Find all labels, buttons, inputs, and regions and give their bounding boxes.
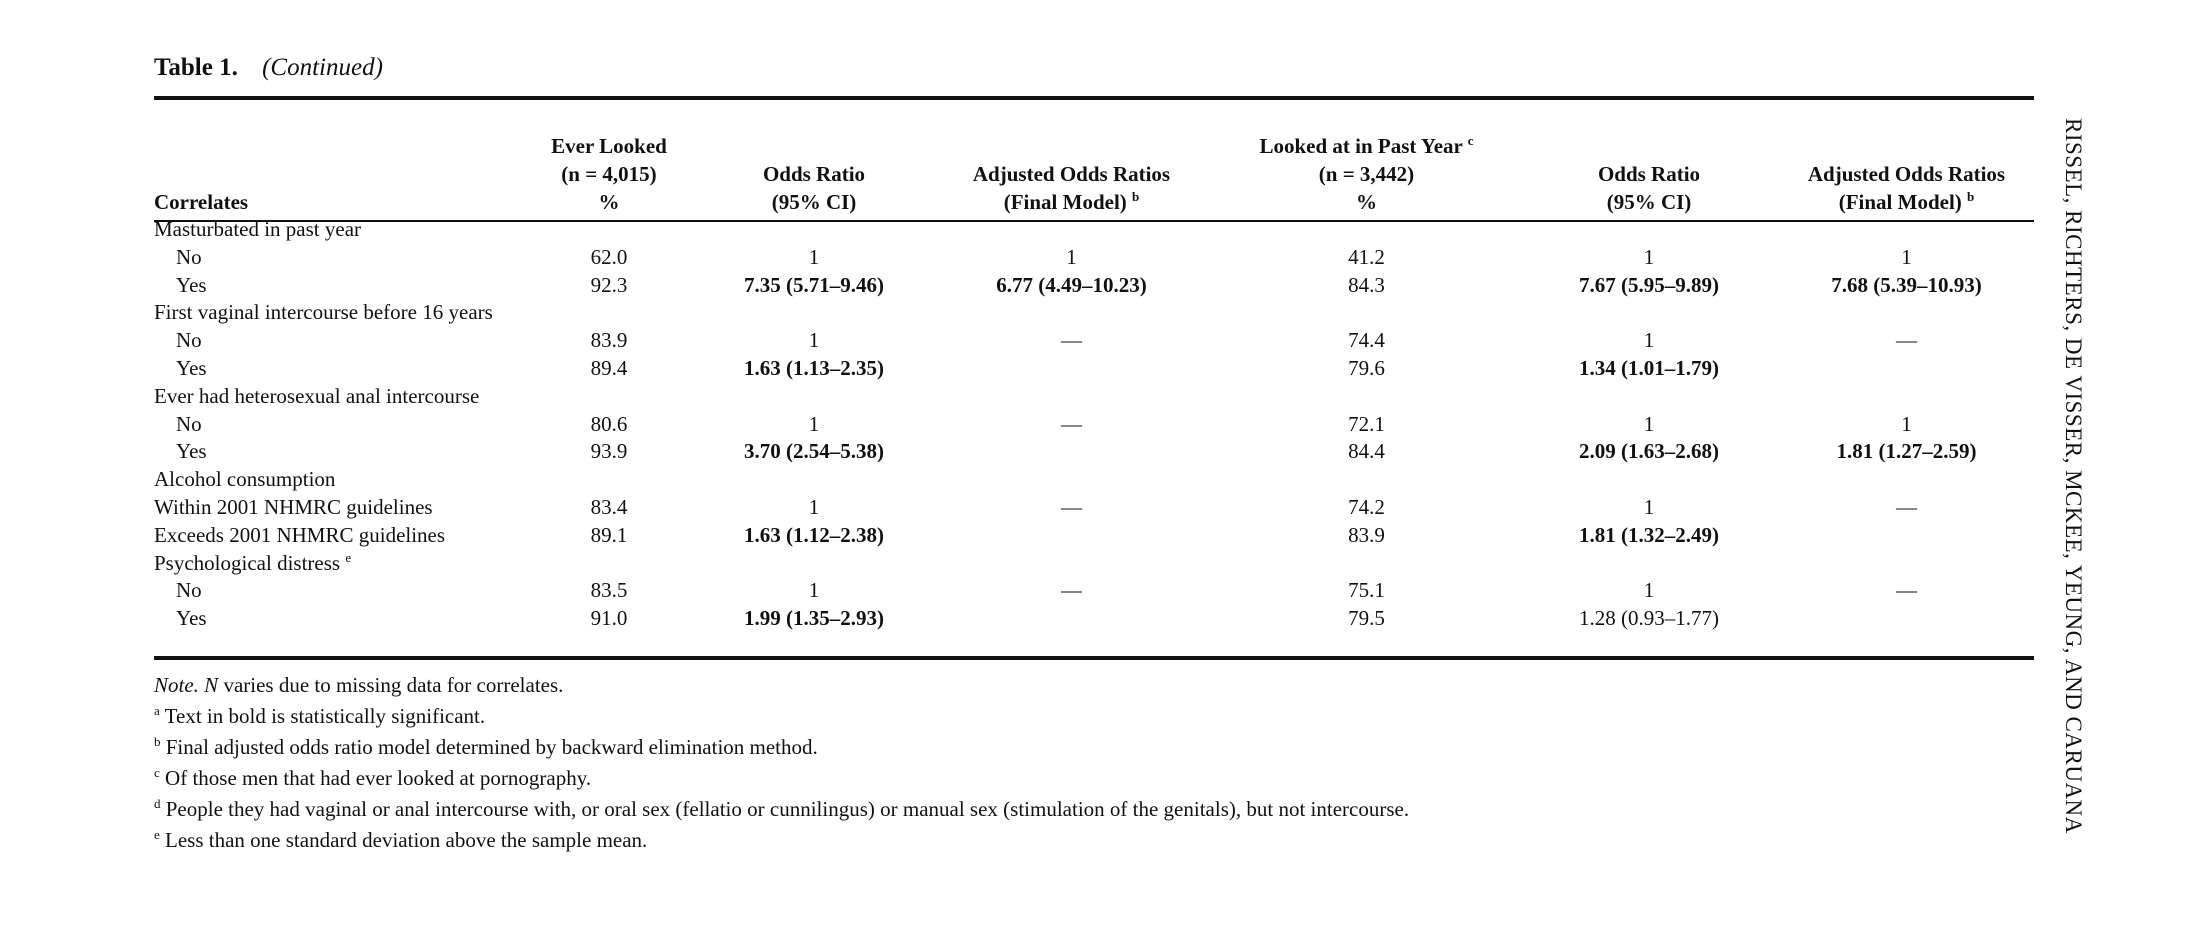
cell-c1: 93.9 xyxy=(590,439,628,464)
note-e: $^e$ Less than one standard deviation above the sample mean. xyxy=(154,827,648,852)
cell-c2 xyxy=(699,466,929,494)
group-row xyxy=(154,299,2034,327)
cell-c1: 91.0 xyxy=(590,606,628,631)
cell-c4: 74.2 xyxy=(1348,494,1385,519)
cell-c3: 1 xyxy=(1066,244,1077,269)
cell-c4: 83.9 xyxy=(1348,522,1385,547)
cell-c6 xyxy=(1779,522,2034,550)
table-row xyxy=(154,244,2034,272)
header-adjusted-odds-2: Adjusted Odds Ratios (Final Model) $^b$ xyxy=(1807,162,2006,214)
table-notes xyxy=(154,670,1409,856)
table-row xyxy=(154,411,2034,439)
cell-c2: 1 xyxy=(808,494,820,519)
cell-c6: 1 xyxy=(1901,411,1912,436)
cell-c1 xyxy=(519,299,699,327)
header-odds-ratio-1: Odds Ratio (95% CI) xyxy=(762,162,866,214)
top-rule xyxy=(154,96,2034,100)
cell-c5 xyxy=(1519,383,1779,411)
cell-c1: 89.1 xyxy=(590,522,628,547)
cell-c2 xyxy=(699,550,929,578)
cell-c3: 6.77 (4.49–10.23) xyxy=(996,272,1147,297)
row-label: Exceeds 2001 NHMRC guidelines xyxy=(154,522,446,547)
group-label: Alcohol consumption xyxy=(154,467,336,492)
cell-c5: 2.09 (1.63–2.68) xyxy=(1579,439,1719,464)
row-label: Yes xyxy=(176,606,207,631)
table-row xyxy=(154,577,2034,605)
cell-c1: 89.4 xyxy=(590,355,628,380)
cell-c2 xyxy=(699,383,929,411)
cell-c2: 1 xyxy=(808,411,820,436)
row-label: No xyxy=(176,244,202,269)
cell-c1: 92.3 xyxy=(590,272,628,297)
cell-c5: 1.34 (1.01–1.79) xyxy=(1579,355,1719,380)
cell-c4: 79.5 xyxy=(1348,606,1385,631)
cell-c5: 1 xyxy=(1643,328,1655,353)
cell-c5: 1.28 (0.93–1.77) xyxy=(1579,606,1719,631)
group-label: Masturbated in past year xyxy=(154,217,362,241)
table-label: Table 1. xyxy=(154,54,238,81)
table-row xyxy=(154,272,2034,300)
cell-c6: — xyxy=(1896,578,1917,603)
cell-c1 xyxy=(519,550,699,578)
cell-c2: 7.35 (5.71–9.46) xyxy=(744,272,884,297)
row-label: Yes xyxy=(176,355,207,380)
cell-c5 xyxy=(1519,550,1779,578)
cell-c1 xyxy=(519,383,699,411)
cell-c4: 79.6 xyxy=(1348,355,1385,380)
cell-c6 xyxy=(1779,550,2034,578)
cell-c6: — xyxy=(1896,328,1917,353)
cell-c5: 1 xyxy=(1643,578,1655,603)
cell-c2 xyxy=(699,216,929,244)
cell-c5: 1.81 (1.32–2.49) xyxy=(1579,522,1719,547)
header-row xyxy=(154,120,2034,216)
header-odds-ratio-2: Odds Ratio (95% CI) xyxy=(1597,162,1701,214)
table-row xyxy=(154,438,2034,466)
cell-c5: 1 xyxy=(1643,494,1655,519)
cell-c4: 75.1 xyxy=(1348,578,1385,603)
cell-c4 xyxy=(1214,383,1519,411)
row-label: Within 2001 NHMRC guidelines xyxy=(154,494,433,519)
cell-c1: 62.0 xyxy=(590,244,628,269)
table-row xyxy=(154,522,2034,550)
cell-c2: 1.63 (1.12–2.38) xyxy=(744,522,884,547)
table-body xyxy=(154,216,2034,633)
bottom-rule xyxy=(154,656,2034,660)
cell-c3 xyxy=(929,299,1214,327)
cell-c5: 1 xyxy=(1643,244,1655,269)
cell-c3 xyxy=(929,466,1214,494)
header-correlates: Correlates xyxy=(154,190,249,214)
cell-c3 xyxy=(929,216,1214,244)
header-ever-looked: Ever Looked (n = 4,015) % xyxy=(551,134,667,214)
cell-c5 xyxy=(1519,466,1779,494)
cell-c4: 74.4 xyxy=(1348,328,1385,353)
cell-c4: 72.1 xyxy=(1348,411,1385,436)
header-past-year: Looked at in Past Year $^c$ (n = 3,442) % xyxy=(1259,133,1474,214)
group-label: Ever had heterosexual anal intercourse xyxy=(154,383,480,408)
table-row xyxy=(154,494,2034,522)
cell-c5: 7.67 (5.95–9.89) xyxy=(1579,272,1719,297)
cell-c1 xyxy=(519,216,699,244)
cell-c6 xyxy=(1779,383,2034,411)
continued-label: (Continued) xyxy=(262,54,383,81)
cell-c3 xyxy=(929,522,1214,550)
running-head: RISSEL, RICHTERS, DE VISSER, MCKEE, YEUNG, AND CARUANA xyxy=(2061,118,2086,834)
row-label: Yes xyxy=(176,272,207,297)
group-row xyxy=(154,216,2034,244)
group-label: First vaginal intercourse before 16 years xyxy=(154,300,493,325)
note-general: Note. N varies due to missing data for correlates. xyxy=(154,673,564,697)
note-c: $^c$ Of those men that had ever looked at pornography. xyxy=(154,765,592,790)
cell-c5 xyxy=(1519,299,1779,327)
group-row xyxy=(154,466,2034,494)
cell-c3 xyxy=(929,550,1214,578)
group-label: Psychological distress $^e$ xyxy=(154,549,352,575)
cell-c6: — xyxy=(1896,494,1917,519)
cell-c6 xyxy=(1779,299,2034,327)
cell-c3 xyxy=(929,438,1214,466)
table-row xyxy=(154,605,2034,633)
note-b: $^b$ Final adjusted odds ratio model determined by backward elimination method. xyxy=(154,734,818,759)
cell-c2: 1 xyxy=(808,578,820,603)
cell-c4 xyxy=(1214,466,1519,494)
cell-c1: 83.5 xyxy=(590,578,628,603)
cell-c4: 41.2 xyxy=(1348,244,1385,269)
cell-c2: 3.70 (2.54–5.38) xyxy=(744,439,884,464)
cell-c1: 83.4 xyxy=(590,494,628,519)
cell-c6 xyxy=(1779,466,2034,494)
row-label: No xyxy=(176,578,202,603)
cell-c6: 1 xyxy=(1901,244,1912,269)
header-adjusted-odds-1: Adjusted Odds Ratios (Final Model) $^b$ xyxy=(972,162,1171,214)
cell-c3: — xyxy=(1061,328,1082,353)
cell-c6 xyxy=(1779,216,2034,244)
cell-c3 xyxy=(929,383,1214,411)
table-row xyxy=(154,355,2034,383)
note-a: $^a$ Text in bold is statistically significant. xyxy=(154,703,486,728)
row-label: No xyxy=(176,328,202,353)
cell-c6 xyxy=(1779,355,2034,383)
row-label: No xyxy=(176,411,202,436)
cell-c4: 84.4 xyxy=(1348,439,1385,464)
cell-c4 xyxy=(1214,216,1519,244)
cell-c6: 1.81 (1.27–2.59) xyxy=(1836,439,1977,464)
cell-c2: 1.99 (1.35–2.93) xyxy=(744,606,884,631)
note-d: $^d$ People they had vaginal or anal intercourse with, or oral sex (fellatio or cunnilingus) or manual sex (stimulation of the genitals), but not intercourse. xyxy=(154,796,1410,821)
cell-c3 xyxy=(929,605,1214,633)
cell-c3: — xyxy=(1061,578,1082,603)
cell-c5 xyxy=(1519,216,1779,244)
cell-c4 xyxy=(1214,299,1519,327)
cell-c1 xyxy=(519,466,699,494)
cell-c6 xyxy=(1779,605,2034,633)
group-row xyxy=(154,383,2034,411)
cell-c5: 1 xyxy=(1643,411,1655,436)
group-row xyxy=(154,550,2034,578)
cell-c4: 84.3 xyxy=(1348,272,1385,297)
cell-c1: 80.6 xyxy=(590,411,628,436)
table-row xyxy=(154,327,2034,355)
cell-c2: 1 xyxy=(808,328,820,353)
cell-c2: 1 xyxy=(808,244,820,269)
row-label: Yes xyxy=(176,439,207,464)
cell-c2: 1.63 (1.13–2.35) xyxy=(744,355,884,380)
table-caption xyxy=(154,54,383,82)
cell-c1: 83.9 xyxy=(590,328,628,353)
cell-c3 xyxy=(929,355,1214,383)
cell-c3: — xyxy=(1061,494,1082,519)
cell-c6: 7.68 (5.39–10.93) xyxy=(1831,272,1982,297)
cell-c2 xyxy=(699,299,929,327)
cell-c4 xyxy=(1214,550,1519,578)
data-table xyxy=(154,120,2034,633)
cell-c3: — xyxy=(1061,411,1082,436)
